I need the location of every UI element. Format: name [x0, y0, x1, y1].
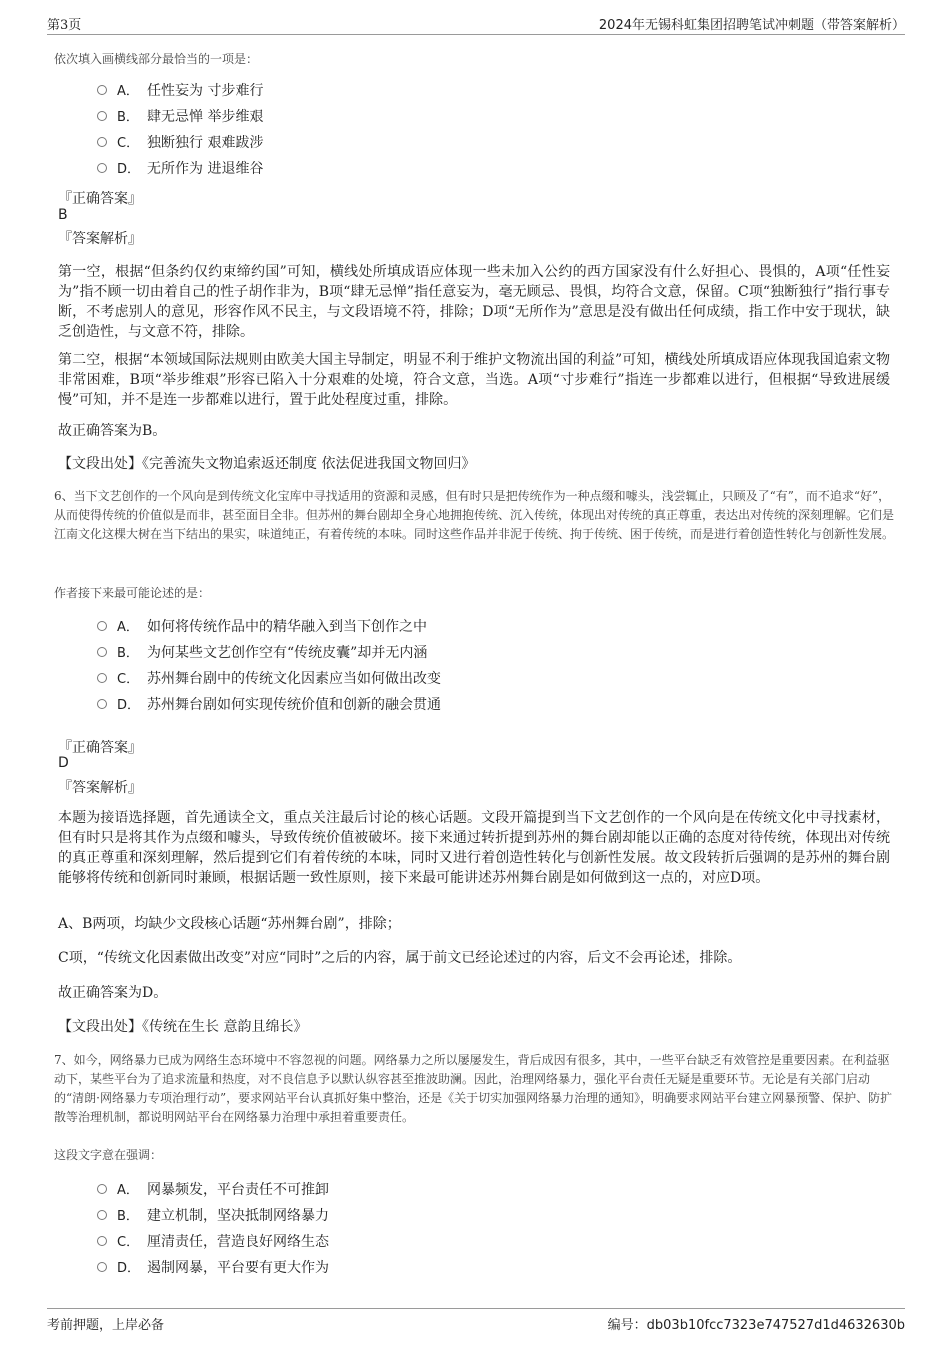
- q6-option-d[interactable]: D． 苏州舞台剧如何实现传统价值和创新的融会贯通: [97, 695, 441, 715]
- q5-answer: B: [58, 207, 68, 223]
- q6-prompt: 作者接下来最可能论述的是：: [54, 586, 211, 600]
- q6-answer: D: [58, 755, 69, 771]
- q7-prompt: 这段文字意在强调：: [54, 1148, 163, 1162]
- q6-analysis-paragraph: 本题为接语选择题，首先通读全文，重点关注最后讨论的核心话题。文段开篇提到当下文艺创作的一个风向是在传统文化中寻找素材，但有时只是将其作为点缀和噱头，导致传统价值被破坏。接下来通过转折提到苏州的舞台剧却能以正确的态度对待传统，体现出对传统的真正尊重和深刻理解，然后提到它们有着传统的本味，同时又进行着创造性转化与创新性发展。故文段转折后强调的是苏州的舞台剧能够将传统和创新同时兼顾，根据话题一致性原则，接下来最可能讲述苏州舞台剧是如何做到这一点的，对应D项。: [58, 810, 890, 886]
- radio-icon[interactable]: [97, 137, 107, 147]
- q7-option-d[interactable]: D． 遏制网暴，平台要有更大作为: [97, 1258, 329, 1278]
- q5-answer-label: 『正确答案』: [58, 191, 142, 207]
- q5-analysis-label: 『答案解析』: [58, 231, 142, 247]
- radio-icon[interactable]: [97, 1236, 107, 1246]
- page-header: [47, 14, 905, 35]
- q6-stem: 6、当下文艺创作的一个风向是到传统文化宝库中寻找适用的资源和灵感，但有时只是把传统作为一种点缀和噱头，浅尝辄止，只顾及了“有”，而不追求“好”，从而使得传统的价值似是而非，甚至面目全非。但苏州的舞台剧却全身心地拥抱传统、沉入传统，体现出对传统的真正尊重，表达出对传统的深刻理解。它们是江南文化这棵大树在当下结出的果实，味道纯正，有着传统的本味。同时这些作品并非泥于传统、拘于传统、困于传统，而是进行着创造性转化与创新性发展。: [54, 489, 895, 541]
- radio-icon[interactable]: [97, 111, 107, 121]
- radio-icon[interactable]: [97, 621, 107, 631]
- q5-analysis-conclusion: 故正确答案为B。: [58, 423, 167, 439]
- document-code-label: 编号：: [607, 1318, 647, 1333]
- radio-icon[interactable]: [97, 699, 107, 709]
- q7-option-a[interactable]: A． 网暴频发，平台责任不可推卸: [97, 1180, 329, 1200]
- q5-option-d[interactable]: D． 无所作为 进退维谷: [97, 159, 263, 179]
- radio-icon[interactable]: [97, 647, 107, 657]
- radio-icon[interactable]: [97, 1184, 107, 1194]
- document-code: [608, 1314, 905, 1333]
- radio-icon[interactable]: [97, 1210, 107, 1220]
- page-number: 第3页: [47, 18, 82, 33]
- radio-icon[interactable]: [97, 163, 107, 173]
- q7-option-c[interactable]: C． 厘清责任，营造良好网络生态: [97, 1232, 329, 1252]
- q5-option-b[interactable]: B． 肆无忌惮 举步维艰: [97, 107, 263, 127]
- q5-option-a[interactable]: A． 任性妄为 寸步难行: [97, 81, 263, 101]
- q6-option-c[interactable]: C． 苏州舞台剧中的传统文化因素应当如何做出改变: [97, 669, 441, 689]
- radio-icon[interactable]: [97, 85, 107, 95]
- q7-option-b[interactable]: B． 建立机制，坚决抵制网络暴力: [97, 1206, 329, 1226]
- q7-stem: 7、如今，网络暴力已成为网络生态环境中不容忽视的问题。网络暴力之所以屡屡发生，背后成因有很多，其中，一些平台缺乏有效管控是重要因素。在利益驱动下，某些平台为了追求流量和热度，对不良信息予以默认纵容甚至推波助澜。因此，治理网络暴力，强化平台责任无疑是重要环节。无论是有关部门启动的“清朗·网络暴力专项治理行动”，要求网站平台认真抓好集中整治，还是《关于切实加强网络暴力治理的通知》，明确要求网站平台建立网暴预警、保护、防扩散等治理机制，都说明网站平台在网络暴力治理中承担着重要责任。: [54, 1053, 893, 1124]
- q6-option-a[interactable]: A． 如何将传统作品中的精华融入到当下创作之中: [97, 617, 427, 637]
- q5-option-c[interactable]: C． 独断独行 艰难跋涉: [97, 133, 263, 153]
- page-footer: [47, 1308, 905, 1333]
- q5-analysis-paragraph: 第一空，根据“但条约仅约束缔约国”可知，横线处所填成语应体现一些未加入公约的西方国家没有什么好担心、畏惧的，A项“任性妄为”指不顾一切由着自己的性子胡作非为，B项“肆无忌惮”指任意妄为，毫无顾忌、畏惧，均符合文意，保留。C项“独断独行”指行事专断，不考虑别人的意见，形容作风不民主，与文段语境不符，排除；D项“无所作为”意思是没有做出任何成绩，指工作中安于现状，缺乏创造性，与文意不符，排除。: [58, 264, 890, 340]
- q6-answer-label: 『正确答案』: [58, 740, 142, 756]
- document-title: 2024年无锡科虹集团招聘笔试冲刺题（带答案解析）: [598, 18, 905, 33]
- q6-option-b[interactable]: B． 为何某些文艺创作空有“传统皮囊”却并无内涵: [97, 643, 427, 663]
- q6-analysis-conclusion: 故正确答案为D。: [58, 985, 168, 1001]
- radio-icon[interactable]: [97, 1262, 107, 1272]
- q6-analysis-paragraph: C项，“传统文化因素做出改变”对应“同时”之后的内容，属于前文已经论述过的内容，后文不会再论述，排除。: [58, 950, 742, 966]
- footer-slogan: 考前押题，上岸必备: [47, 1318, 165, 1333]
- q5-analysis-paragraph: 第二空，根据“本领域国际法规则由欧美大国主导制定，明显不利于维护文物流出国的利益”可知，横线处所填成语应体现我国追索文物非常困难，B项“举步维艰”形容已陷入十分艰难的处境，符合文意，当选。A项“寸步难行”指连一步都难以进行，但根据“导致进展缓慢”可知，并不是连一步都难以进行，置于此处程度过重，排除。: [58, 352, 890, 408]
- q5-source: 【文段出处】《完善流失文物追索返还制度 依法促进我国文物回归》: [58, 456, 476, 472]
- q5-stem: 依次填入画横线部分最恰当的一项是：: [54, 52, 259, 66]
- q6-source: 【文段出处】《传统在生长 意韵且绵长》: [58, 1019, 308, 1035]
- document-code-value: db03b10fcc7323e747527d1d4632630b: [646, 1318, 905, 1333]
- q6-analysis-label: 『答案解析』: [58, 780, 142, 796]
- radio-icon[interactable]: [97, 673, 107, 683]
- q6-analysis-paragraph: A、B两项，均缺少文段核心话题“苏州舞台剧”，排除；: [58, 916, 401, 932]
